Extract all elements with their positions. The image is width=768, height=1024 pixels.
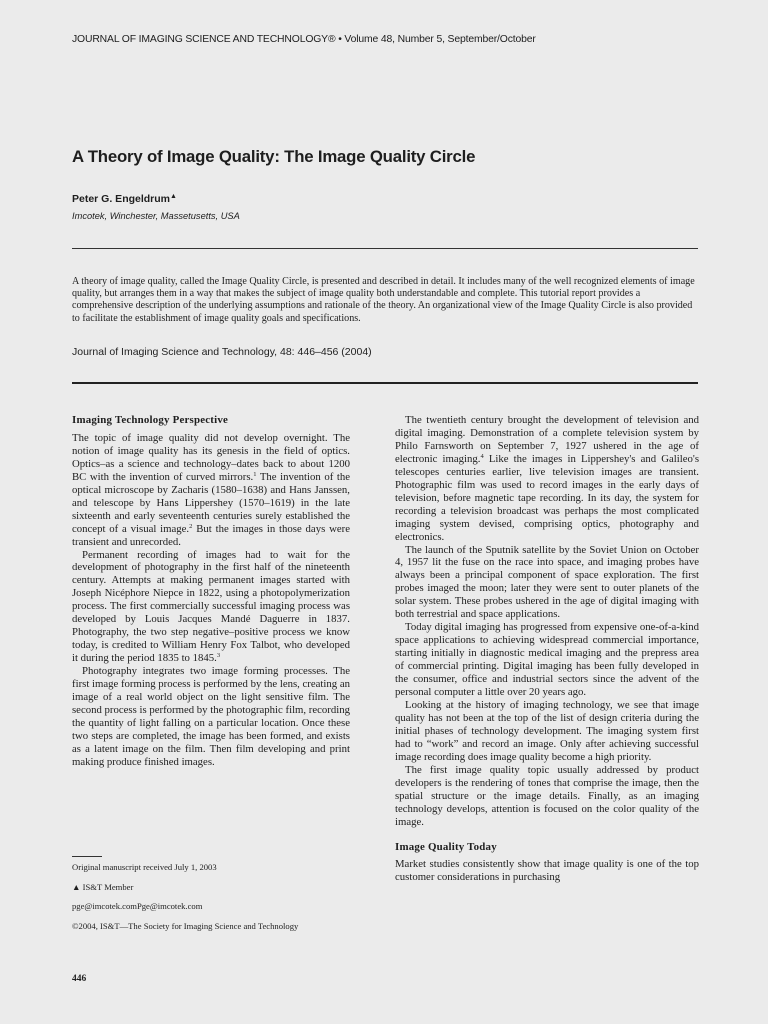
paragraph: The twentieth century brought the development of television and digital imaging. Demonstration of a complete television system by Philo Farnsworth on September 7, 1927 ushered in the age of electronic imaging.$^4$ Like the images in Lippershey's and Galileo's telescopes centuries earlier, live television images are transient. Photographic film was used to record images in the early days of television, before magnetic tape recording. In its day, the system for recording a television broadcast was perhaps the most complicated imaging system devised, comprising optics, photography and electronics. bbox=[395, 414, 699, 543]
paragraph: Market studies consistently show that image quality is one of the top customer considerations in purchasing bbox=[395, 858, 699, 884]
footnote-member: ▲ IS&T Member bbox=[72, 881, 134, 892]
affiliation: Imcotek, Winchester, Massetusetts, USA bbox=[72, 211, 240, 221]
paragraph: The launch of the Sputnik satellite by the Soviet Union on October 4, 1957 lit the fuse on the race into space, and imaging probes have always been a principal component of space exploration. The first probes imaged the moon; later they were sent to outer planets of the solar system. These probes ushered in the age of digital imaging with both terrestrial and space applications. bbox=[395, 543, 699, 621]
footnote-divider bbox=[72, 856, 102, 857]
citation: Journal of Imaging Science and Technology, 48: 446–456 (2004) bbox=[72, 346, 372, 358]
reference-mark: 4 bbox=[480, 452, 484, 460]
abstract: A theory of image quality, called the Image Quality Circle, is presented and described in detail. It includes many of the well recognized elements of image quality, but arranges them in a way that makes the subject of image quality both understandable and complete. This tutorial report provides a comprehensive description of the underlying assumptions and rationale of the theory. An organizational view of the Image Quality Circle is also provided to facilitate the establishment of image quality goals and specifications. bbox=[72, 276, 695, 324]
paragraph: The first image quality topic usually addressed by product developers is the rendering of tones that comprise the image, then the spatial structure or the image details. Finally, as an imaging technology develops, attention is focused on the color quality of the image. bbox=[395, 763, 699, 828]
author-name: Peter G. Engeldrum bbox=[72, 193, 171, 205]
reference-mark: 3 bbox=[216, 652, 221, 660]
paragraph: Today digital imaging has progressed from expensive one-of-a-kind space applications to achieving widespread commercial importance, starting initially in diagnostic medical imaging and the prepress area of commercial printing. Digital imaging has been fully developed in the consumer, office and industrial sectors since the advent of the personal computer a little over 20 years ago. bbox=[395, 621, 699, 699]
section-heading: Imaging Technology Perspective bbox=[72, 414, 229, 426]
footnote-copyright: ©2004, IS&T—The Society for Imaging Science and Technology bbox=[72, 920, 299, 931]
reference-mark: 1 bbox=[253, 470, 257, 478]
reference-mark: 2 bbox=[189, 522, 193, 530]
abstract-divider bbox=[72, 382, 698, 384]
author-line bbox=[72, 193, 177, 205]
running-header: JOURNAL OF IMAGING SCIENCE AND TECHNOLOGY® • Volume 48, Number 5, September/October bbox=[72, 34, 536, 45]
paragraph: Photography integrates two image forming processes. The first image forming process is performed by the lens, creating an image of a real world object on the light sensitive film. The second process is performed by the photographic film, recording the quantity of light falling on a particular location. Once these two steps are completed, the image has been formed, and exists as a latent image on the film. Then film developing and print making produce finished images. bbox=[72, 665, 350, 768]
paragraph: Permanent recording of images had to wait for the development of photography in the first half of the nineteenth century. Attempts at making permanent images started with Joseph Nicéphore Niepce in 1822, using a photopolymerization process. The first commercially successful imaging process was developed by Louis Jacques Mandé Daguerre in 1837. Photography, the two step negative–positive process we know today, is credited to William Henry Fox Talbot, who developed it during the period 1835 to 1845.$^3$ bbox=[72, 548, 350, 665]
footnote-email: pge@imcotek.comPge@imcotek.com bbox=[72, 901, 203, 911]
paragraph: The topic of image quality did not develop overnight. The notion of image quality has its genesis in the field of optics. Optics–as a science and technology–dates back to about 1200 BC with the invention of curved mirrors.$^1$ The invention of the optical microscope by Zacharis (1580–1638) and Hans Janssen, and telescope by Hans Lippershey (1570–1619) in the late sixteenth and early seventeenth centuries surely established the concept of a visual image.$^2$ But the images in those days were transient and unrecorded. bbox=[72, 431, 351, 548]
left-column bbox=[72, 414, 350, 769]
member-mark: ▲ bbox=[170, 193, 177, 200]
page-number: 446 bbox=[72, 974, 87, 984]
footnotes bbox=[72, 856, 372, 940]
paragraph: Looking at the history of imaging technology, we see that image quality has not been at the top of the list of design criteria during the initial phases of technology development. The imaging system first had to “work” and record an image. Only after achieving successful image recording does image quality become a high priority. bbox=[395, 698, 699, 763]
footnote-received: Original manuscript received July 1, 2003 bbox=[72, 862, 217, 872]
header-divider bbox=[72, 248, 698, 249]
section-heading: Image Quality Today bbox=[395, 840, 497, 853]
paper-title: A Theory of Image Quality: The Image Quality Circle bbox=[72, 147, 476, 166]
right-column bbox=[395, 414, 699, 884]
